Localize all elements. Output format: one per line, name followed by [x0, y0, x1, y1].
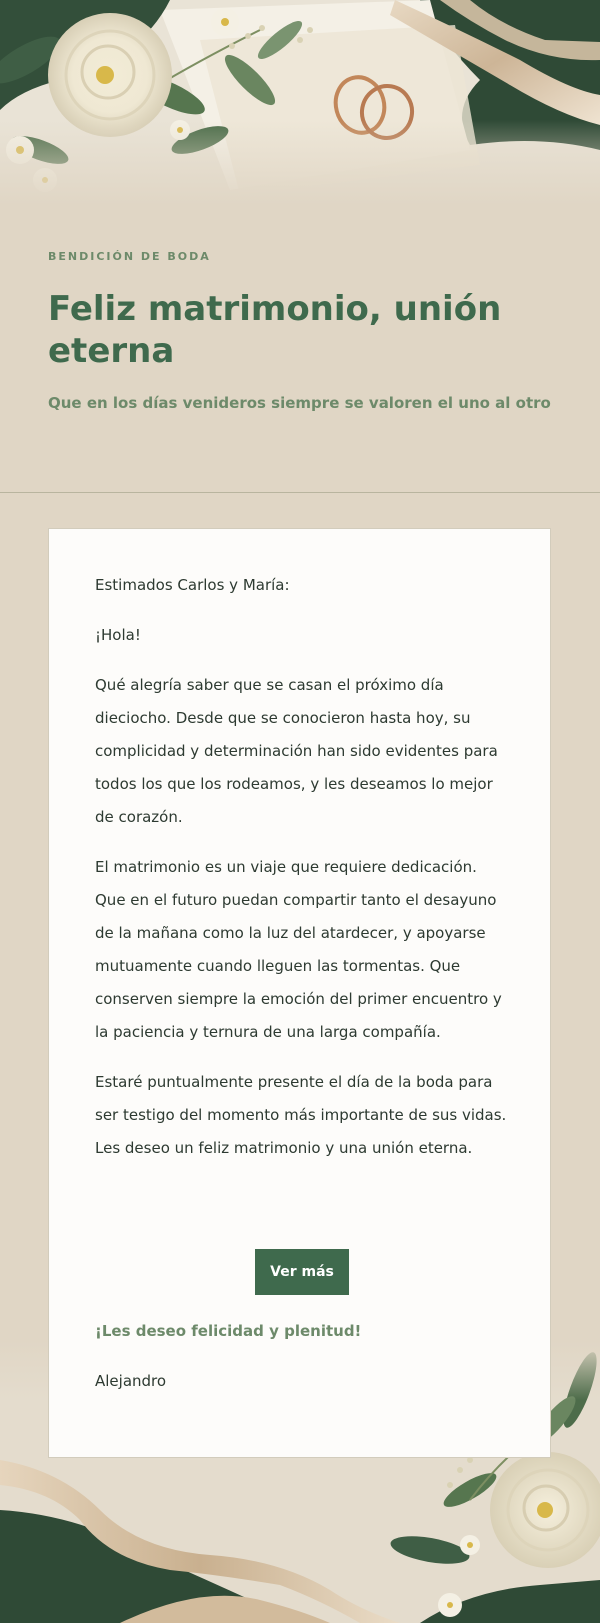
- paragraph-1: Qué alegría saber que se casan el próximo día dieciocho. Desde que se conocieron hasta hoy, su complicidad y determinación han sido evidentes para todos los que los rodeamos, y les deseamos lo mejor de corazón.: [95, 676, 498, 826]
- see-more-button[interactable]: Ver más: [255, 1249, 349, 1295]
- header-image: [0, 0, 600, 205]
- greeting: ¡Hola!: [95, 626, 141, 644]
- letter-card: [48, 528, 551, 1458]
- kicker-label: BENDICIÓN DE BODA: [48, 250, 211, 263]
- flowers-rings-ribbon-image: [0, 0, 600, 205]
- divider: [0, 492, 600, 493]
- paragraph-2: El matrimonio es un viaje que requiere dedicación. Que en el futuro puedan compartir tanto el desayuno de la mañana como la luz del atardecer, y apoyarse mutuamente cuando lleguen las tormentas. Que conserven siempre la emoción del primer encuentro y la paciencia y ternura de una larga compañía.: [95, 858, 502, 1041]
- page-title: Feliz matrimonio, unión eterna: [48, 289, 502, 371]
- closing-line: ¡Les deseo felicidad y plenitud!: [95, 1322, 362, 1340]
- paragraph-3: Estaré puntualmente presente el día de la boda para ser testigo del momento más importante de sus vidas. Les deseo un feliz matrimonio y una unión eterna.: [95, 1073, 507, 1157]
- letter-body: [95, 569, 510, 1182]
- salutation: Estimados Carlos y María:: [95, 576, 290, 594]
- signature: Alejandro: [95, 1372, 167, 1390]
- page-subtitle: Que en los días venideros siempre se valoren el uno al otro: [48, 394, 551, 412]
